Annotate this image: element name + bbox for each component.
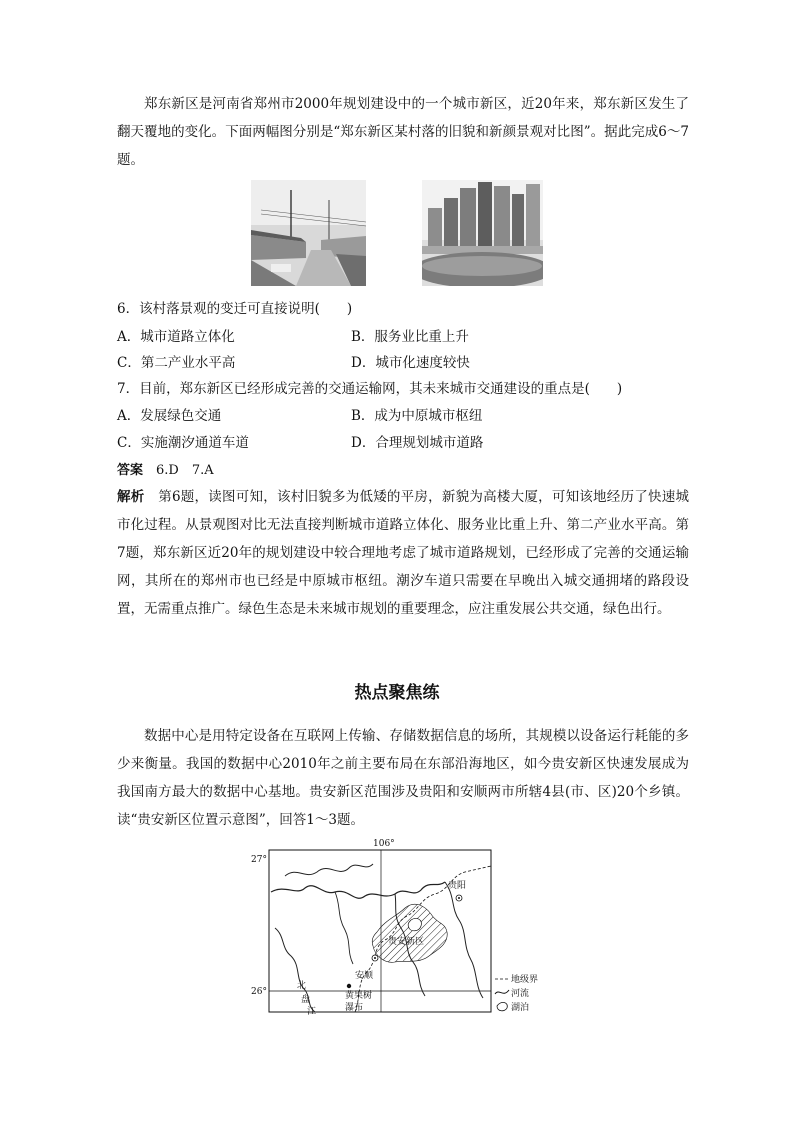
intro-paragraph (117, 90, 689, 174)
legend-lake-symbol (497, 1002, 507, 1010)
intro2-paragraph (117, 722, 689, 834)
analysis-block (117, 483, 689, 623)
huangguoshu-label-2: 瀑布 (345, 1003, 364, 1013)
legend-boundary: 地级界 (511, 975, 539, 985)
main-river (271, 882, 445, 898)
new-skyline-photo (422, 180, 543, 286)
lat26-label: 26° (251, 987, 267, 997)
analysis-label: 解析 (117, 489, 145, 505)
pan-label: 盘 (301, 995, 311, 1005)
huangguoshu-label-1: 黄果树 (345, 991, 373, 1001)
lon-label: 106° (373, 839, 395, 849)
analysis-text: 第6题，读图可知，该村旧貌多为低矮的平房，新貌为高楼大厦，可知该地经历了快速城市化过程。从景观图对比无法直接判断城市道路立体化、服务业比重上升、第二产业水平高。第7题，郑东新区近20年的规划建设中较合理地考虑了城市道路规划，已经形成了完善的交通运输网，其所在的郑州市也已经是中原城市枢纽。潮汐车道只需要在早晚出入城交通拥堵的路段设置，无需重点推广。绿色生态是未来城市规划的重要理念，应注重发展公共交通，绿色出行。 (117, 489, 690, 617)
q7-option-a[interactable]: A．发展绿色交通 (117, 408, 222, 424)
huangguoshu-marker (347, 984, 351, 988)
guian-location-map (245, 836, 555, 1016)
q6-stem: 6．该村落景观的变迁可直接说明( ) (117, 301, 353, 317)
anshun-label: 安顺 (355, 971, 374, 981)
section-title: 热点聚焦练 (354, 683, 440, 703)
legend-river-symbol (495, 990, 509, 994)
legend-lake: 湖泊 (511, 1003, 530, 1013)
legend-river: 河流 (511, 989, 530, 999)
guiyang-label: 贵阳 (448, 881, 467, 891)
old-village-photo (251, 180, 366, 286)
q7-option-b[interactable]: B．成为中原城市枢纽 (351, 408, 483, 424)
q7-option-d[interactable]: D．合理规划城市道路 (351, 435, 484, 451)
q7-stem: 7．目前，郑东新区已经形成完善的交通运输网，其未来城市交通建设的重点是( ) (117, 381, 623, 397)
answer-label: 答案 (117, 463, 144, 478)
q6-option-a[interactable]: A．城市道路立体化 (117, 329, 235, 345)
intro2-text: 数据中心是用特定设备在互联网上传输、存储数据信息的场所，其规模以设备运行耗能的多少来衡量。我国的数据中心2010年之前主要布局在东部沿海地区，如今贵安新区快速发展成为我国南方最大的数据中心基地。贵安新区范围涉及贵阳和安顺两市所辖4县(市、区)20个乡镇。读“贵安新区位置示意图”，回答1～3题。 (117, 728, 689, 828)
river-north (285, 864, 373, 876)
intro-text: 郑东新区是河南省郑州市2000年规划建设中的一个城市新区，近20年来，郑东新区发生了翻天覆地的变化。下面两幅图分别是“郑东新区某村落的旧貌和新颜景观对比图”。据此完成6～7题。 (117, 96, 689, 168)
q6-option-d[interactable]: D．城市化速度较快 (351, 355, 470, 371)
river-mid (335, 892, 353, 964)
q6-option-c[interactable]: C．第二产业水平高 (117, 355, 236, 371)
bei-label: 北 (297, 981, 307, 991)
guian-label: 贵安新区 (388, 937, 425, 947)
guian-new-area (372, 904, 447, 962)
q6-option-b[interactable]: B．服务业比重上升 (351, 329, 469, 345)
answer-line (117, 457, 214, 485)
answer-value: 6.D 7.A (156, 463, 214, 478)
river-east (445, 882, 483, 998)
analysis-paragraph (117, 483, 689, 623)
jiang-label: 江 (307, 1007, 317, 1016)
q7-option-c[interactable]: C．实施潮汐通道车道 (117, 435, 249, 451)
lat27-label: 27° (251, 855, 267, 865)
